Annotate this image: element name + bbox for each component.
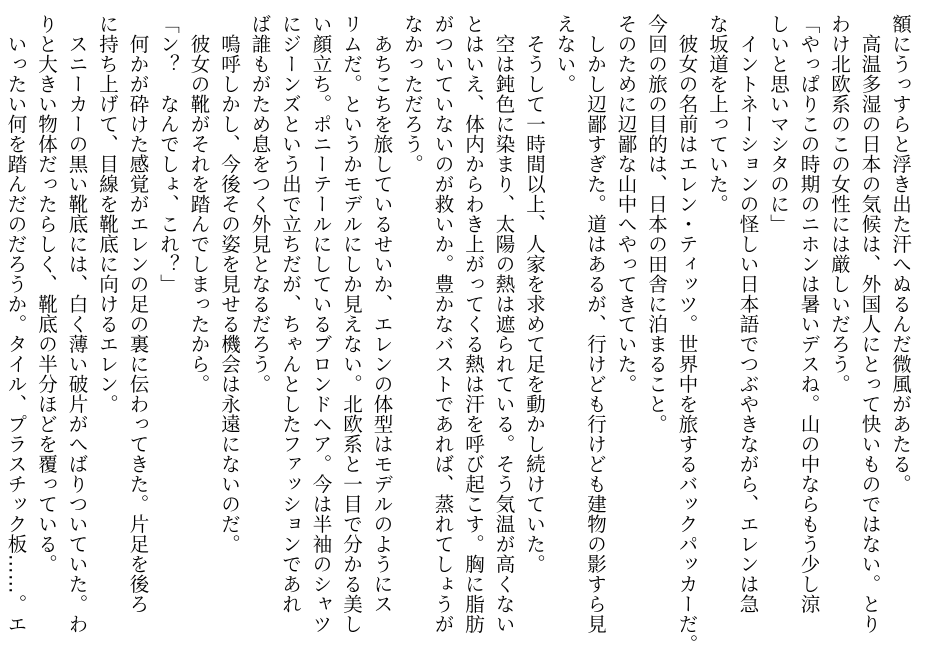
text-column: ば誰もがため息をつく外見となるだろう。: [248, 14, 272, 394]
text-column: そうして一時間以上、人家を求めて足を動かし続けていた。: [523, 14, 546, 574]
text-column: 今回の旅の目的は、日本の田舎に泊まること。: [645, 14, 668, 434]
text-column: しいと思いマシタのに」: [767, 14, 790, 234]
text-column: 高温多湿の日本の気候は、外国人にとって快いものではない。とり: [858, 14, 882, 634]
text-column: スニーカーの黒い靴底には、白く薄い破片がへばりついていた。わ: [65, 14, 89, 634]
text-column: りと大きい物体だったらしく、靴底の半分ほどを覆っている。: [35, 14, 58, 574]
text-column: 空は鈍色に染まり、太陽の熱は遮られている。そう気温が高くない: [492, 14, 516, 634]
text-column: 「やっぱりこの時期のニホンは暑いデスね。山の中ならもう少し涼: [797, 14, 821, 614]
text-column: えない。: [553, 14, 577, 94]
text-column: 額にうっすらと浮き出た汗へぬるんだ微風があたる。: [889, 14, 912, 494]
text-column: に持ち上げて、目線を靴底に向けるエレン。: [96, 14, 119, 414]
text-column: 嗚呼しかし、今後その姿を見せる機会は永遠にないのだ。: [218, 14, 241, 554]
text-column: がついていないのが救いか。豊かなバストであれば、蒸れてしょうが: [431, 14, 455, 634]
text-column: あちこちを旅しているせいか、エレンの体型はモデルのようにス: [370, 14, 394, 614]
text-column: とはいえ、体内からわき上がってくる熱は汗を呼び起こす。胸に脂肪: [462, 14, 485, 634]
text-column: リムだ。というかモデルにしか見えない。北欧系と一目で分かる美し: [340, 14, 363, 634]
text-column: しかし辺鄙すぎた。道はあるが、行けども行けども建物の影すら見: [584, 14, 607, 634]
text-column: イントネーションの怪しい日本語でつぶやきながら、エレンは急: [736, 14, 760, 614]
vertical-text-body: [0, 14, 915, 659]
text-column: そのために辺鄙な山中へやってきていた。: [614, 14, 638, 394]
text-column: なかっただろう。: [401, 14, 424, 174]
text-column: 何かが砕けた感覚がエレンの足の裏に伝わってきた。片足を後ろ: [126, 14, 150, 614]
text-column: にジーンズという出で立ちだが、ちゃんとしたファッションであれ: [279, 14, 302, 614]
text-column: 「ン？ なんでしょ、これ？」: [157, 14, 180, 294]
text-column: 彼女の名前はエレン・ティッツ。世界中を旅するバックパッカーだ。: [675, 14, 699, 654]
text-column: 彼女の靴がそれを踏んでしまったから。: [187, 14, 211, 394]
text-column: な坂道を上っていた。: [706, 14, 729, 214]
text-column: い顔立ち。ポニーテールにしているブロンドヘア。今は半袖のシャツ: [309, 14, 333, 634]
text-column: わけ北欧系のこの女性には厳しいだろう。: [828, 14, 851, 394]
text-column: いったい何を踏んだのだろうか。タイル、プラスチック板……。エ: [4, 14, 28, 634]
